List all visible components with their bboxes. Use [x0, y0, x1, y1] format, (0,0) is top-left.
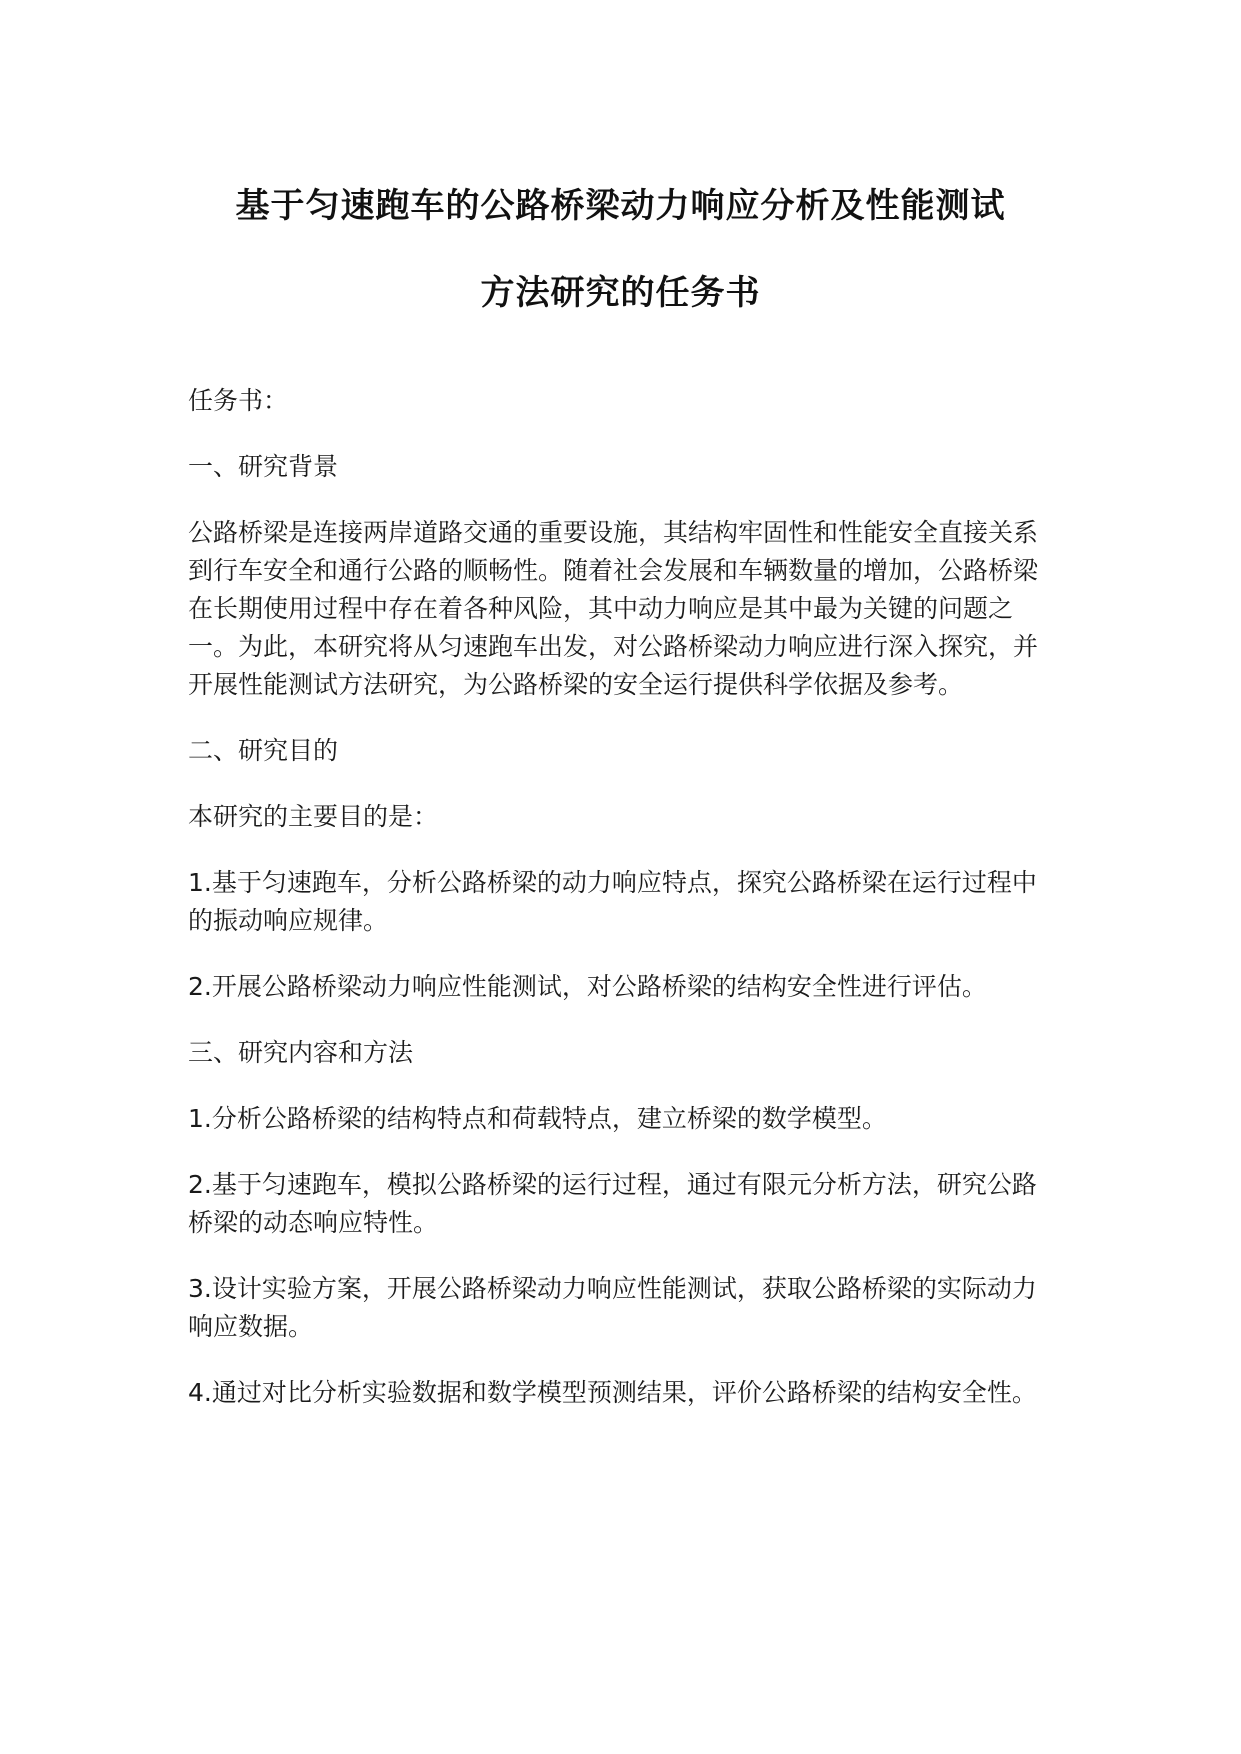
method-item-2: 2.基于匀速跑车，模拟公路桥梁的运行过程，通过有限元分析方法，研究公路桥梁的动态响应特性。 [188, 1170, 1037, 1237]
section-heading-methods: 三、研究内容和方法 [188, 1038, 414, 1067]
document-body [188, 382, 1053, 1440]
section-heading-purpose: 二、研究目的 [188, 736, 339, 765]
purpose-item-2: 2.开展公路桥梁动力响应性能测试，对公路桥梁的结构安全性进行评估。 [188, 972, 987, 1001]
purpose-intro: 本研究的主要目的是： [188, 802, 439, 831]
background-paragraph: 公路桥梁是连接两岸道路交通的重要设施，其结构牢固性和性能安全直接关系到行车安全和通行公路的顺畅性。随着社会发展和车辆数量的增加，公路桥梁在长期使用过程中存在着各种风险，其中动力响应是其中最为关键的问题之一。为此，本研究将从匀速跑车出发，对公路桥梁动力响应进行深入探究，并开展性能测试方法研究，为公路桥梁的安全运行提供科学依据及参考。 [188, 518, 1039, 699]
document-title-line-1: 基于匀速跑车的公路桥梁动力响应分析及性能测试 [235, 186, 1006, 226]
method-item-3: 3.设计实验方案，开展公路桥梁动力响应性能测试，获取公路桥梁的实际动力响应数据。 [188, 1274, 1037, 1341]
task-label: 任务书： [188, 386, 289, 415]
method-item-4: 4.通过对比分析实验数据和数学模型预测结果，评价公路桥梁的结构安全性。 [188, 1378, 1037, 1407]
method-item-1: 1.分析公路桥梁的结构特点和荷载特点，建立桥梁的数学模型。 [188, 1104, 887, 1133]
document-title-line-2: 方法研究的任务书 [480, 273, 761, 313]
purpose-item-1: 1.基于匀速跑车，分析公路桥梁的动力响应特点，探究公路桥梁在运行过程中的振动响应规律。 [188, 868, 1037, 935]
section-heading-background: 一、研究背景 [188, 452, 339, 481]
